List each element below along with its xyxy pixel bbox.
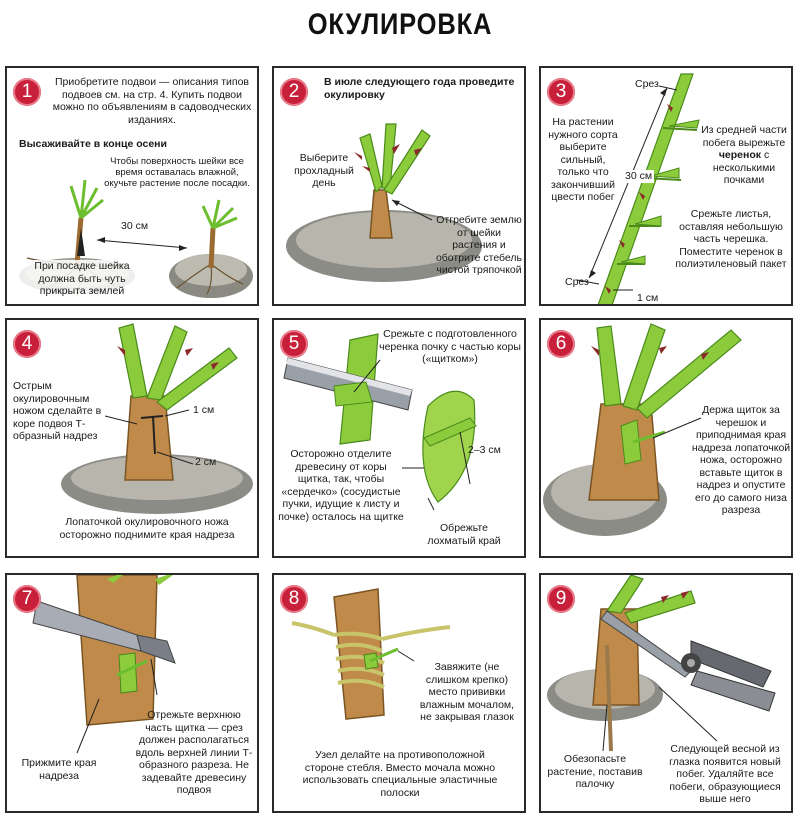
- panel-3-text-cutting-pre: Из средней части побега вырежьте: [701, 124, 787, 149]
- panel-2: [272, 66, 526, 306]
- panel-3-cut-bottom-label: Срез: [565, 276, 589, 288]
- panel-7-text-press: Прижмите края надреза: [21, 757, 97, 782]
- panel-9-text-spring: Следующей весной из глазка появится новый побег. Удаляйте все побеги, образующиеся выше него: [669, 743, 781, 805]
- panel-4-dimension2-label: 2 см: [195, 456, 217, 468]
- panel-3-text-cutting: [697, 124, 791, 187]
- panel-8-text-tie: Завяжите (не слишком крепко) место прививки влажным мочалом, не закрывая глазок: [419, 661, 515, 723]
- panel-1-text-neck: При посадке шейка должна быть чуть прикрыта землей: [19, 260, 145, 298]
- step-number-badge: 4: [13, 330, 41, 358]
- panel-3-dimension-label: 30 см: [625, 170, 653, 182]
- step-number-badge: 8: [280, 585, 308, 613]
- step-number-badge: 5: [280, 330, 308, 358]
- panel-4-text-lift: Лопаточкой окулировочного ножа осторожно поднимите края надреза: [59, 516, 235, 541]
- page-title: ОКУЛИРОВКА: [307, 8, 493, 41]
- step-number-badge: 6: [547, 330, 575, 358]
- panel-5-text-separate: Осторожно отделите древесину от коры щитка, так, чтобы «сердечко» (сосудистые пучки, идущие к листу и почке) осталось на щитке: [278, 448, 404, 523]
- panel-3-dimension2-label: 1 см: [637, 292, 659, 304]
- step-number-badge: 3: [547, 78, 575, 106]
- panel-1-heading: Высаживайте в конце осени: [19, 138, 167, 150]
- panel-3: [539, 66, 793, 306]
- panel-3-cut-top-label: Срез: [635, 78, 659, 90]
- panel-6-text-insert: Держа щиток за черешок и приподнимая края надреза лопаточкой ножа, осторожно вставьте щиток в надрез и опустите его до самого низа разреза: [691, 404, 791, 516]
- panel-9-text-stake: Обезопасьте растение, поставив палочку: [547, 753, 643, 790]
- panel-5-dimension-label: 2–3 см: [468, 444, 501, 456]
- step-number-badge: 2: [280, 78, 308, 106]
- panel-1: [5, 66, 259, 306]
- panel-7-text-trim-top: Отрежьте верхнюю часть щитка — срез должен располагаться вдоль верхней линии Т-образного разреза. Не задевайте древесину подвоя: [135, 709, 253, 796]
- panel-3-text-cutting-bold: черенок: [718, 149, 762, 161]
- panel-4-text-cut: Острым окулировочным ножом сделайте в коре подвоя Т-образный надрез: [13, 380, 102, 442]
- step-number-badge: 1: [13, 78, 41, 106]
- panel-9: [539, 573, 793, 813]
- panel-5: [272, 318, 526, 558]
- panel-5-text-bud: Срежьте с подготовленного черенка почку с частью коры («щитком»): [379, 328, 521, 365]
- panel-1-text-intro: Приобретите подвои — описания типов подвоев см. на стр. 4. Купить подвои можно по объявлениям в садоводческих изданиях.: [52, 76, 252, 126]
- panel-5-text-trim: Обрежьте лохматый край: [427, 522, 501, 547]
- step-number-badge: 7: [13, 585, 41, 613]
- panel-1-dimension-label: 30 см: [121, 220, 149, 232]
- panel-6: [539, 318, 793, 558]
- panel-1-text-moist: Чтобы поверхность шейки все время оставалась влажной, окучьте растение после посадки.: [104, 156, 250, 189]
- panel-2-text-soil: Отгребите землю от шейки растения и оботрите стебель чистой тряпочкой: [435, 214, 523, 276]
- panel-4: [5, 318, 259, 558]
- panel-2-heading: В июле следующего года проведите окулировку: [324, 76, 515, 101]
- panel-2-text-day: Выберите прохладный день: [294, 152, 354, 189]
- panel-3-text-leaves: Срежьте листья, оставляя небольшую часть черешка. Поместите черенок в полиэтиленовый пакет: [675, 208, 787, 270]
- panel-4-dimension1-label: 1 см: [193, 404, 215, 416]
- panel-8: [272, 573, 526, 813]
- panel-7: [5, 573, 259, 813]
- panel-8-text-knot: Узел делайте на противоположной стороне стебля. Вместо мочала можно использовать специальные эластичные полоски: [302, 749, 498, 799]
- panel-3-text-shoot: На растении нужного сорта выберите сильный, только что закончивший цвести побег: [548, 116, 618, 203]
- panel-3-text-cutting-post: с несколькими почками: [712, 149, 776, 186]
- step-number-badge: 9: [547, 585, 575, 613]
